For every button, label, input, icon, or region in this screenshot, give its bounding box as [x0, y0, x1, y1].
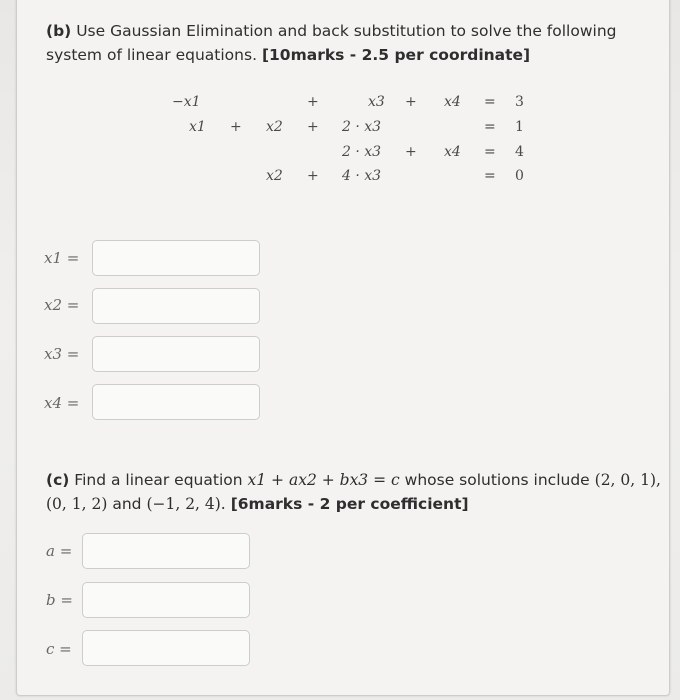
system-row-4-rhs: 0: [515, 168, 524, 184]
system-row-3-term-4: x4: [444, 144, 461, 160]
system-row-4-term-2: x2: [266, 168, 283, 184]
system-row-1-term-1: −x1: [172, 94, 201, 110]
part-c-and: and: [112, 495, 142, 513]
x1-label: x1 =: [44, 249, 80, 267]
part-c-point-3: (−1, 2, 4).: [146, 495, 226, 513]
system-row-2-term-3: 2 · x3: [342, 119, 382, 135]
x3-input[interactable]: [93, 337, 263, 373]
system-row-2-rhs: 1: [515, 119, 524, 135]
a-label: a =: [46, 542, 73, 560]
part-c-points: (2, 0, 1), (0, 1, 2): [46, 471, 661, 513]
b-answer-box[interactable]: [82, 582, 250, 618]
system-row-2-op-1: +: [230, 119, 242, 135]
system-row-4-eq: =: [484, 168, 496, 184]
a-answer-box[interactable]: [82, 533, 250, 569]
system-row-1-eq: =: [484, 94, 496, 110]
system-row-1-term-4: x4: [444, 94, 461, 110]
system-row-2-term-1: x1: [189, 119, 206, 135]
system-row-3-term-3: 2 · x3: [342, 144, 382, 160]
part-c-prompt: [46, 468, 661, 516]
part-c-marks: [6marks - 2 per coefficient]: [230, 495, 469, 513]
system-row-1-op-2: +: [307, 94, 319, 110]
c-input[interactable]: [83, 631, 253, 667]
system-row-1-term-3: x3: [368, 94, 385, 110]
a-input[interactable]: [83, 534, 253, 570]
part-c-label: (c): [46, 471, 70, 489]
x1-input[interactable]: [93, 241, 263, 277]
x2-label: x2 =: [44, 296, 80, 314]
x4-answer-box[interactable]: [92, 384, 260, 420]
system-row-2-op-2: +: [307, 119, 319, 135]
x3-label: x3 =: [44, 345, 80, 363]
system-row-1-op-3: +: [405, 94, 417, 110]
system-row-2-term-2: x2: [266, 119, 283, 135]
system-row-4-op-2: +: [307, 168, 319, 184]
b-input[interactable]: [83, 583, 253, 619]
x2-input[interactable]: [93, 289, 263, 325]
b-label: b =: [46, 591, 73, 609]
part-c-equation: x1 + ax2 + bx3 = c: [247, 471, 400, 489]
system-row-3-rhs: 4: [515, 144, 524, 160]
c-answer-box[interactable]: [82, 630, 250, 666]
system-row-1-rhs: 3: [515, 94, 524, 110]
c-label: c =: [46, 640, 72, 658]
part-b-prompt: [46, 19, 656, 67]
system-row-3-eq: =: [484, 144, 496, 160]
part-b-text: Use Gaussian Elimination and back substitution to solve the following system of linear equations.: [46, 22, 617, 64]
part-c-text-1: Find a linear equation: [74, 471, 243, 489]
part-b-marks: [10marks - 2.5 per coordinate]: [261, 46, 531, 64]
part-c-text-2: whose solutions include: [404, 471, 590, 489]
x4-input[interactable]: [93, 385, 263, 421]
part-b-label: (b): [46, 22, 72, 40]
system-row-4-term-3: 4 · x3: [342, 168, 382, 184]
linear-system: [0, 94, 680, 194]
x2-answer-box[interactable]: [92, 288, 260, 324]
x3-answer-box[interactable]: [92, 336, 260, 372]
x4-label: x4 =: [44, 394, 80, 412]
x1-answer-box[interactable]: [92, 240, 260, 276]
system-row-3-op-3: +: [405, 144, 417, 160]
system-row-2-eq: =: [484, 119, 496, 135]
